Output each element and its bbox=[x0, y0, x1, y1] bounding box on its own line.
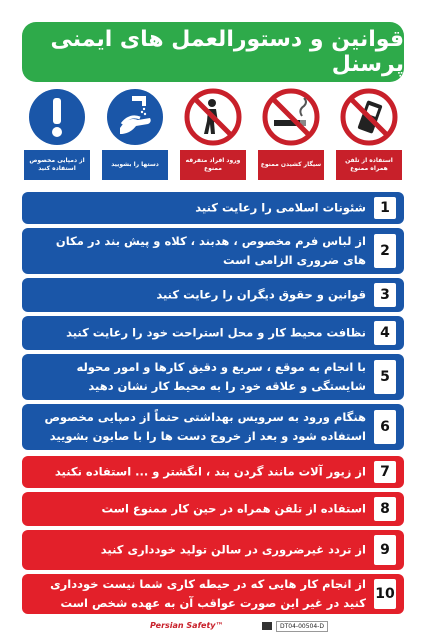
footer bbox=[0, 618, 425, 638]
sign-sandals bbox=[24, 88, 90, 184]
sign-no-smoking bbox=[258, 88, 324, 184]
rule-number: 8 bbox=[374, 497, 396, 521]
wash-hands-icon bbox=[106, 88, 164, 146]
rule-item bbox=[22, 404, 404, 450]
rule-item bbox=[22, 192, 404, 224]
sign-label: دستها را بشویید bbox=[102, 150, 168, 180]
rule-item bbox=[22, 278, 404, 312]
rule-text: با انجام به موقع ، سریع و دقیق کارها و امور محوله شایستگی و علاقه خود را به محیط کار نشان دهید bbox=[76, 360, 366, 393]
rule-number: 9 bbox=[374, 535, 396, 565]
sign-label: از دمپایی مخصوص استفاده کنید bbox=[24, 150, 90, 180]
sign-label: استفاده از تلفن همراه ممنوع bbox=[336, 150, 402, 180]
rule-item bbox=[22, 456, 404, 488]
rule-number: 4 bbox=[374, 321, 396, 345]
poster-title: قوانین و دستورالعمل های ایمنی پرسنل bbox=[22, 22, 404, 82]
rule-item bbox=[22, 574, 404, 614]
rule-text: استفاده از تلفن همراه در حین کار ممنوع است bbox=[101, 501, 366, 516]
rule-text: از لباس فرم مخصوص ، هدبند ، کلاه و پیش بند در مکان های ضروری الزامی است bbox=[55, 234, 366, 267]
brand-name: Persian Safety™ bbox=[150, 621, 224, 630]
sign-wash-hands bbox=[102, 88, 168, 184]
sign-no-entry bbox=[180, 88, 246, 184]
rule-number: 7 bbox=[374, 461, 396, 483]
product-code: DT04-00504-D bbox=[276, 621, 328, 632]
rule-item bbox=[22, 228, 404, 274]
rule-text: قوانین و حقوق دیگران را رعایت کنید bbox=[156, 287, 366, 302]
rule-text: از زیور آلات مانند گردن بند ، انگشتر و ... استفاده نکنید bbox=[54, 464, 366, 479]
rule-text: شئونات اسلامی را رعایت کنید bbox=[195, 200, 366, 215]
mandatory-sandals-icon bbox=[28, 88, 86, 146]
rule-item bbox=[22, 316, 404, 350]
no-mobile-phone-icon bbox=[340, 88, 398, 146]
rule-number: 1 bbox=[374, 197, 396, 219]
rule-item bbox=[22, 530, 404, 570]
rule-text: نظافت محیط کار و محل استراحت خود را رعایت کنید bbox=[66, 325, 366, 340]
rule-text: از تردد غیرضروری در سالن تولید خودداری کنید bbox=[100, 542, 366, 557]
sign-label: ورود افراد متفرقه ممنوع bbox=[180, 150, 246, 180]
sign-label: سیگار کشیدن ممنوع bbox=[258, 150, 324, 180]
rule-number: 3 bbox=[374, 283, 396, 307]
rule-number: 2 bbox=[374, 234, 396, 268]
rule-item bbox=[22, 492, 404, 526]
rule-text: از انجام کار هایی که در حیطه کاری شما نیست خودداری کنید در غیر این صورت عواقب آن به عهده شخص است bbox=[50, 577, 366, 610]
brand-logo-icon bbox=[262, 622, 272, 630]
rule-number: 10 bbox=[374, 579, 396, 609]
no-smoking-icon bbox=[262, 88, 320, 146]
sign-no-mobile bbox=[336, 88, 402, 184]
rule-text: هنگام ورود به سرویس بهداشتی حتماً از دمپایی مخصوص استفاده شود و بعد از خروج دست ها را با صابون بشویید bbox=[44, 410, 366, 443]
rule-number: 5 bbox=[374, 360, 396, 394]
no-entry-person-icon bbox=[184, 88, 242, 146]
signs-row bbox=[24, 88, 402, 184]
rule-number: 6 bbox=[374, 410, 396, 444]
rule-item bbox=[22, 354, 404, 400]
